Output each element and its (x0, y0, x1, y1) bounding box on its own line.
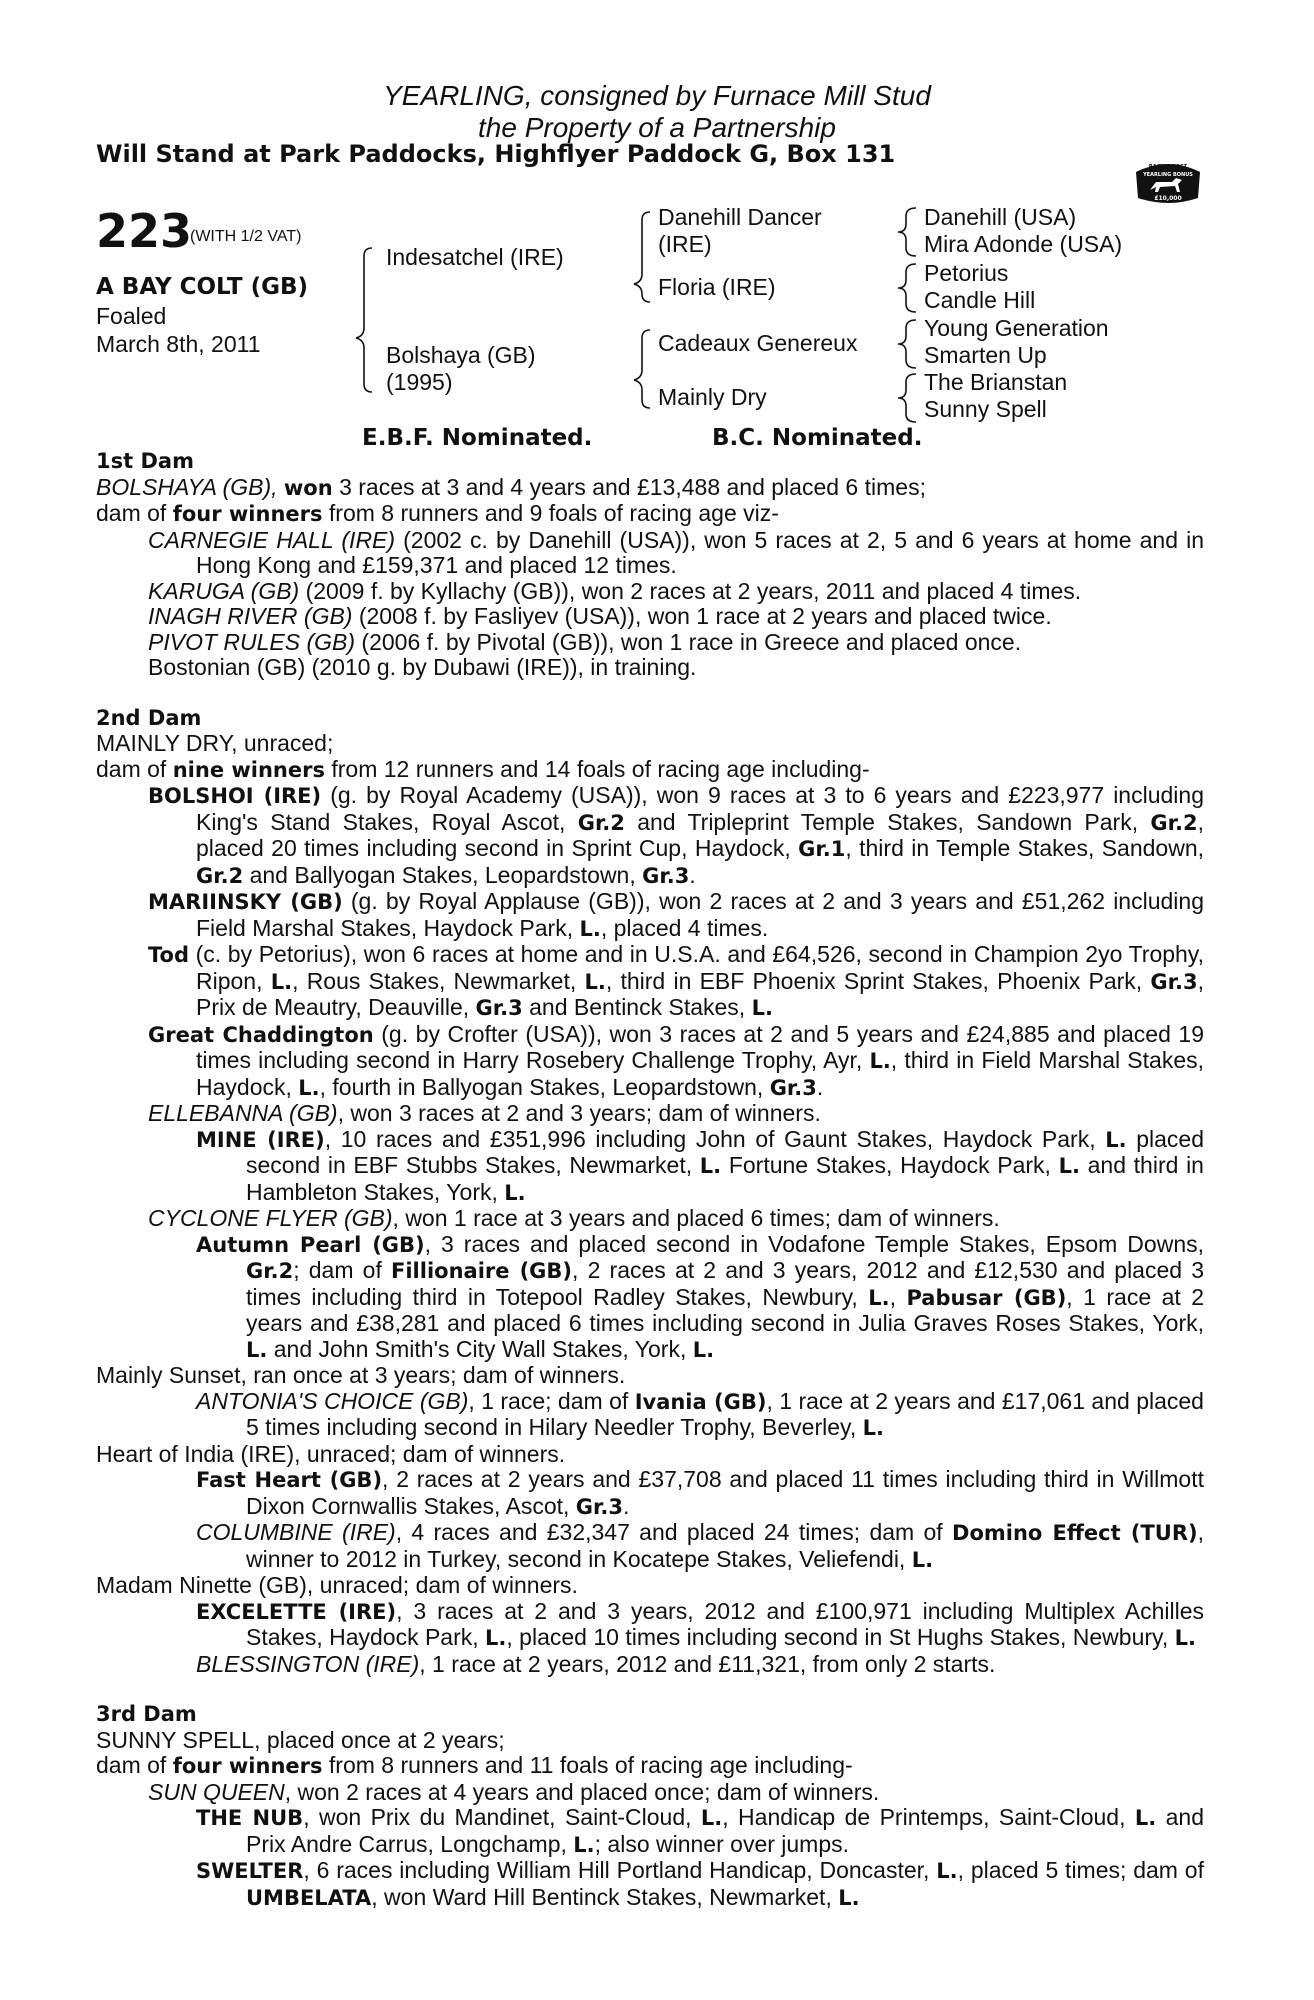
list-item: EXCELETTE (IRE), 3 races at 2 and 3 years, 2012 and £100,971 including Multiplex Achilles Stakes, Haydock Park, L., placed 10 times including second in St Hughs Stakes, Newbury, L. (196, 1597, 1204, 1650)
lot-description: A BAY COLT (GB) (96, 274, 309, 300)
pedigree-g3-8: Sunny Spell (924, 396, 1047, 422)
pedigree-dam-dam: Mainly Dry (658, 384, 767, 410)
ebf-nominated: E.B.F. Nominated. (362, 425, 593, 451)
list-item: PIVOT RULES (GB) (2006 f. by Pivotal (GB)), won 1 race in Greece and placed once. (148, 628, 1022, 655)
pedigree-sire-sire-country: (IRE) (658, 231, 712, 257)
pedigree-sire-dam: Floria (IRE) (658, 274, 776, 300)
pedigree-g3-6: Smarten Up (924, 342, 1047, 368)
first-dam-summary: dam of four winners from 8 runners and 9 foals of racing age viz- (96, 500, 779, 526)
list-item: CYCLONE FLYER (GB), won 1 race at 3 years and placed 6 times; dam of winners. (148, 1205, 1000, 1231)
list-item: CARNEGIE HALL (IRE) (2002 c. by Danehill (USA)), won 5 races at 2, 5 and 6 years at home and in Hong Kong and £159,371 and placed 12 times. (148, 526, 1204, 578)
pedigree-sire-sire (658, 204, 822, 258)
pedigree-dam (386, 342, 536, 396)
third-dam-heading: 3rd Dam (96, 1702, 197, 1726)
first-dam-intro: BOLSHAYA (GB), won 3 races at 3 and 4 years and £13,488 and placed 6 times; (96, 473, 926, 500)
lot-number: 223 (96, 204, 193, 258)
pedigree-dam-name: Bolshaya (GB) (386, 342, 536, 368)
list-item: MINE (IRE), 10 races and £351,996 including John of Gaunt Stakes, Haydock Park, L. placed second in EBF Stubbs Stakes, Newmarket, L. Fortune Stakes, Haydock Park, L. and third in Hambleton Stakes, York, L. (196, 1125, 1205, 1205)
list-item: Heart of India (IRE), unraced; dam of winners. (96, 1440, 566, 1467)
third-dam-summary: dam of four winners from 8 runners and 11 foals of racing age including- (96, 1752, 853, 1778)
list-item: MARIINSKY (GB) (g. by Royal Applause (GB)), won 2 races at 2 and 3 years and £51,262 including Field Marshal Stakes, Haydock Park, L., placed 4 times. (148, 888, 1204, 941)
list-item: BLESSINGTON (IRE), 1 race at 2 years, 2012 and £11,321, from only 2 starts. (196, 1650, 996, 1677)
header-property: the Property of a Partnership (478, 112, 836, 143)
list-item: Fast Heart (GB), 2 races at 2 years and £37,708 and placed 11 times including third in Willmott Dixon Cornwallis Stakes, Ascot, Gr.3. (196, 1466, 1204, 1519)
list-item: Madam Ninette (GB), unraced; dam of winners. (96, 1572, 578, 1598)
pedigree-g3-7: The Brianstan (924, 369, 1068, 395)
pedigree-g3-3: Petorius (924, 260, 1009, 286)
header-stand-location: Will Stand at Park Paddocks, Highflyer Paddock G, Box 131 (96, 140, 896, 168)
pedigree-notes (96, 448, 1204, 1911)
lot-vat: (WITH 1/2 VAT) (190, 228, 302, 245)
pedigree-g3-1: Danehill (USA) (924, 204, 1077, 230)
pedigree-sire: Indesatchel (IRE) (386, 244, 564, 270)
first-dam-heading: 1st Dam (96, 449, 194, 473)
list-item: Mainly Sunset, ran once at 3 years; dam of winners. (96, 1362, 626, 1388)
list-item: INAGH RIVER (GB) (2008 f. by Fasliyev (USA)), won 1 race at 2 years and placed twice. (148, 603, 1052, 629)
bonus-logo-mid-text: YEARLING BONUS (1143, 172, 1193, 178)
list-item: COLUMBINE (IRE), 4 races and £32,347 and placed 24 times; dam of Domino Effect (TUR), winner to 2012 in Turkey, second in Kocatepe Stakes, Veliefendi, L. (196, 1519, 1205, 1572)
list-item: KARUGA (GB) (2009 f. by Kyllachy (GB)), won 2 races at 2 years, 2011 and placed 4 times. (148, 577, 1082, 604)
second-dam-summary: dam of nine winners from 12 runners and 14 foals of racing age including- (96, 755, 870, 782)
list-item: Autumn Pearl (GB), 3 races and placed second in Vodafone Temple Stakes, Epsom Downs, Gr.2; dam of Fillionaire (GB), 2 races at 2 and 3 years, 2012 and £12,530 and placed 3 times including third in Totepool Radley Stakes, Newbury, L., Pabusar (GB), 1 race at 2 years and £38,281 and placed 6 times including second in Julia Graves Roses Stakes, York, L. and John Smith's City Wall Stakes, York, L. (196, 1230, 1205, 1362)
list-item: Tod (c. by Petorius), won 6 races at home and in U.S.A. and £64,526, second in Champion 2yo Trophy, Ripon, L., Rous Stakes, Newmarket, L., third in EBF Phoenix Sprint Stakes, Phoenix Park, Gr.3, Prix de Meautry, Deauville, Gr.3 and Bentinck Stakes, L. (148, 941, 1205, 1020)
pedigree-g3-5: Young Generation (924, 315, 1109, 341)
bc-nominated: B.C. Nominated. (712, 425, 923, 451)
bonus-logo-amount: £10,000 (1154, 195, 1182, 202)
list-item: SWELTER, 6 races including William Hill Portland Handicap, Doncaster, L., placed 5 times; dam of UMBELATA, won Ward Hill Bentinck Stakes, Newmarket, L. (196, 1857, 1204, 1910)
bonus-logo-top-text: RACING POST (1148, 164, 1188, 170)
pedigree-sire-sire-name: Danehill Dancer (658, 204, 822, 230)
pedigree-g3-4: Candle Hill (924, 287, 1036, 313)
pedigree-brackets (0, 0, 1314, 440)
list-item: Great Chaddington (g. by Crofter (USA)), won 3 races at 2 and 5 years and £24,885 and placed 19 times including second in Harry Rosebery Challenge Trophy, Ayr, L., third in Field Marshal Stakes, Haydock, L., fourth in Ballyogan Stakes, Leopardstown, Gr.3. (148, 1020, 1205, 1100)
pedigree-dam-sire: Cadeaux Genereux (658, 330, 858, 356)
list-item: ANTONIA'S CHOICE (GB), 1 race; dam of Ivania (GB), 1 race at 2 years and £17,061 and placed 5 times including second in Hilary Needler Trophy, Beverley, L. (196, 1387, 1204, 1440)
list-item: Bostonian (GB) (2010 g. by Dubawi (IRE)), in training. (148, 654, 697, 680)
pedigree-dam-year: (1995) (386, 369, 453, 395)
second-dam-heading: 2nd Dam (96, 705, 202, 730)
pedigree-g3-2: Mira Adonde (USA) (924, 231, 1123, 257)
second-dam-intro: MAINLY DRY, unraced; (96, 730, 334, 756)
list-item: SUN QUEEN, won 2 races at 4 years and placed once; dam of winners. (148, 1778, 880, 1805)
foaled-date: March 8th, 2011 (96, 331, 261, 357)
list-item: ELLEBANNA (GB), won 3 races at 2 and 3 years; dam of winners. (148, 1100, 821, 1126)
header-consignor: YEARLING, consigned by Furnace Mill Stud (383, 80, 931, 111)
third-dam-intro: SUNNY SPELL, placed once at 2 years; (96, 1726, 505, 1753)
list-item: BOLSHOI (IRE) (g. by Royal Academy (USA)), won 9 races at 3 to 6 years and £223,977 including King's Stand Stakes, Royal Ascot, Gr.2 and Tripleprint Temple Stakes, Sandown Park, Gr.2, placed 20 times including second in Sprint Cup, Haydock, Gr.1, third in Temple Stakes, Sandown, Gr.2 and Ballyogan Stakes, Leopardstown, Gr.3. (148, 782, 1205, 888)
list-item: THE NUB, won Prix du Mandinet, Saint-Cloud, L., Handicap de Printemps, Saint-Cloud, L. and Prix Andre Carrus, Longchamp, L.; also winner over jumps. (196, 1804, 1205, 1857)
foaled-label: Foaled (96, 303, 167, 329)
